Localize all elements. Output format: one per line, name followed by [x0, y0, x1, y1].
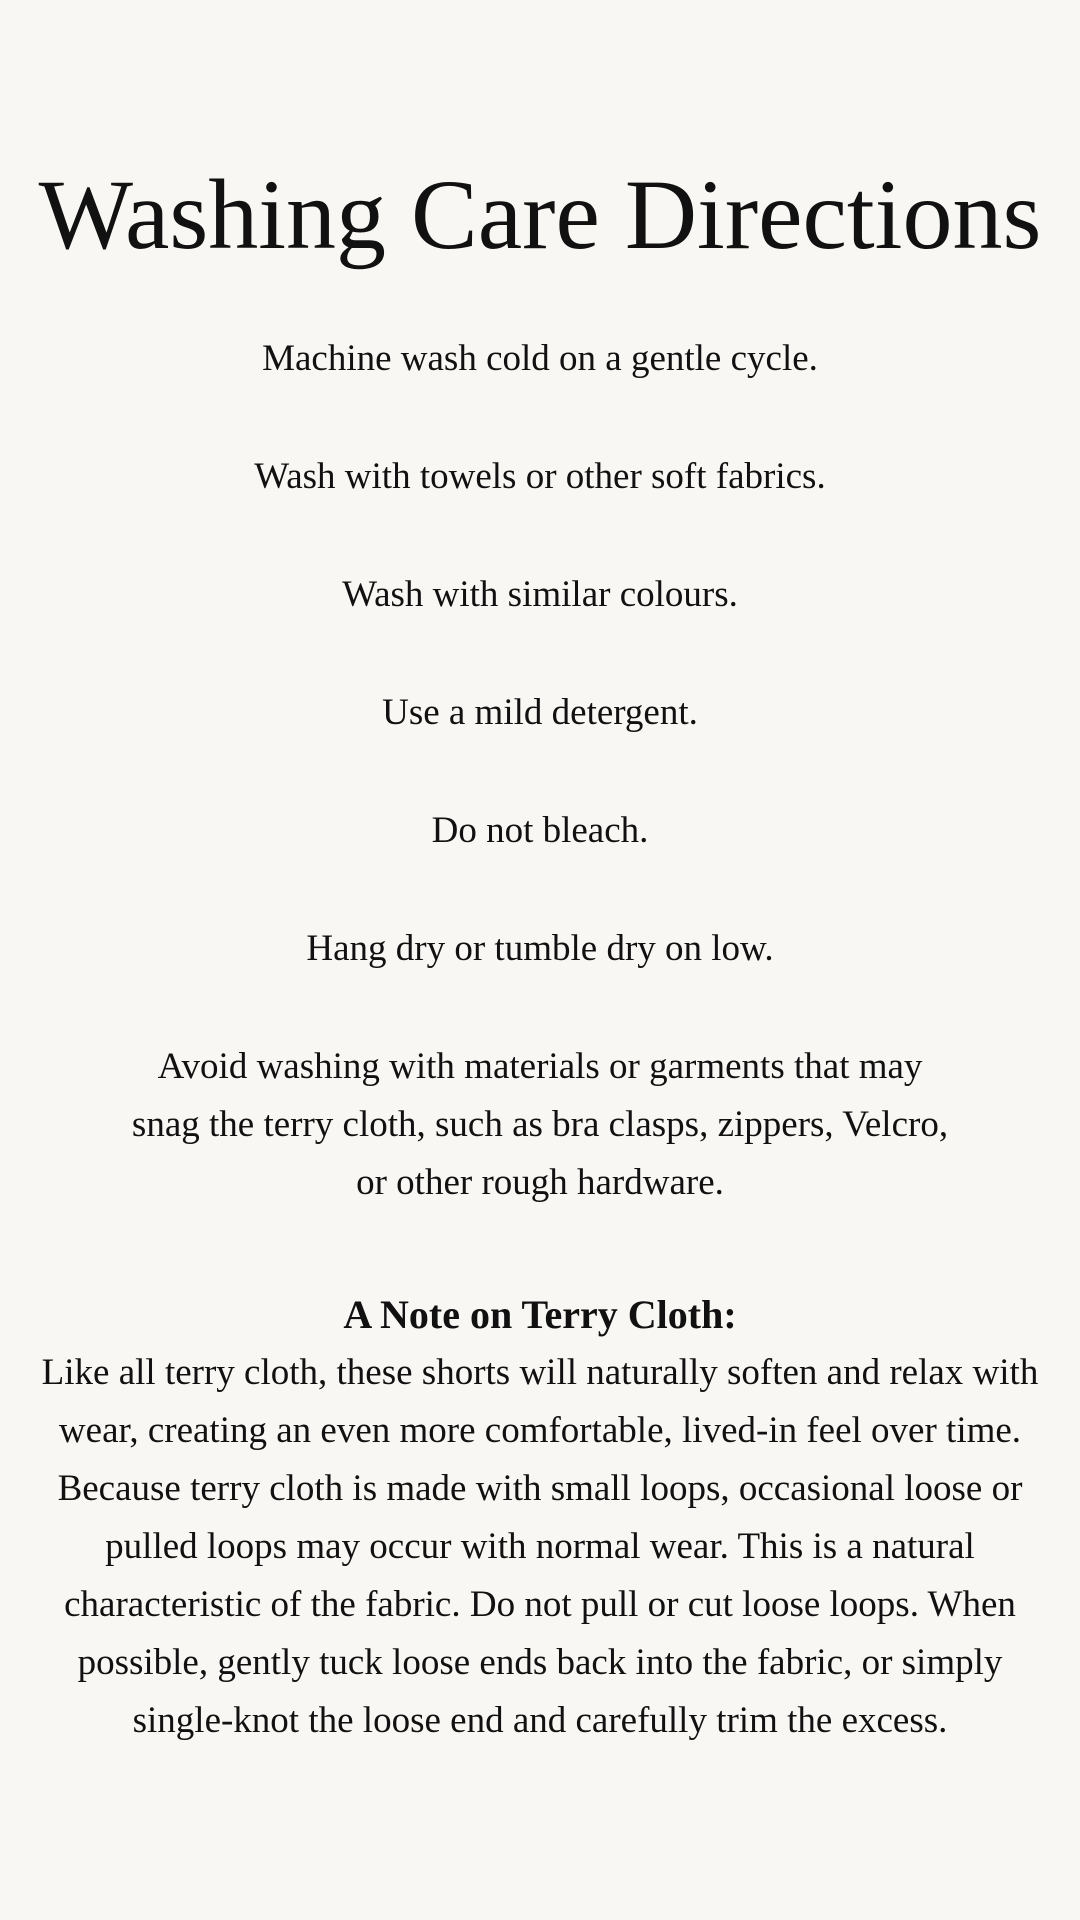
terry-cloth-note	[40, 1286, 1040, 1750]
instruction-item: Avoid washing with materials or garments that may snag the terry cloth, such as bra clasps, zippers, Velcro, or other rough hardware.	[131, 1046, 949, 1203]
instruction-item: Machine wash cold on a gentle cycle.	[262, 338, 818, 379]
note-heading: A Note on Terry Cloth:	[343, 1292, 737, 1337]
instruction-item: Wash with similar colours.	[342, 574, 738, 615]
instruction-item: Do not bleach.	[431, 810, 649, 851]
instruction-item: Wash with towels or other soft fabrics.	[254, 456, 826, 497]
instruction-item: Hang dry or tumble dry on low.	[306, 928, 774, 969]
instruction-item: Use a mild detergent.	[382, 692, 698, 733]
note-body: Like all terry cloth, these shorts will naturally soften and relax with wear, creating an even more comfortable, lived-in feel over time. Because terry cloth is made with small loops, occasional loose or pulled loops may occur with normal wear. This is a natural characteristic of the fabric. Do not pull or cut loose loops. When possible, gently tuck loose ends back into the fabric, or simply single-knot the loose end and carefully trim the excess.	[41, 1352, 1039, 1741]
care-instructions-list	[130, 330, 950, 1272]
page-title: Washing Care Directions	[38, 159, 1042, 270]
